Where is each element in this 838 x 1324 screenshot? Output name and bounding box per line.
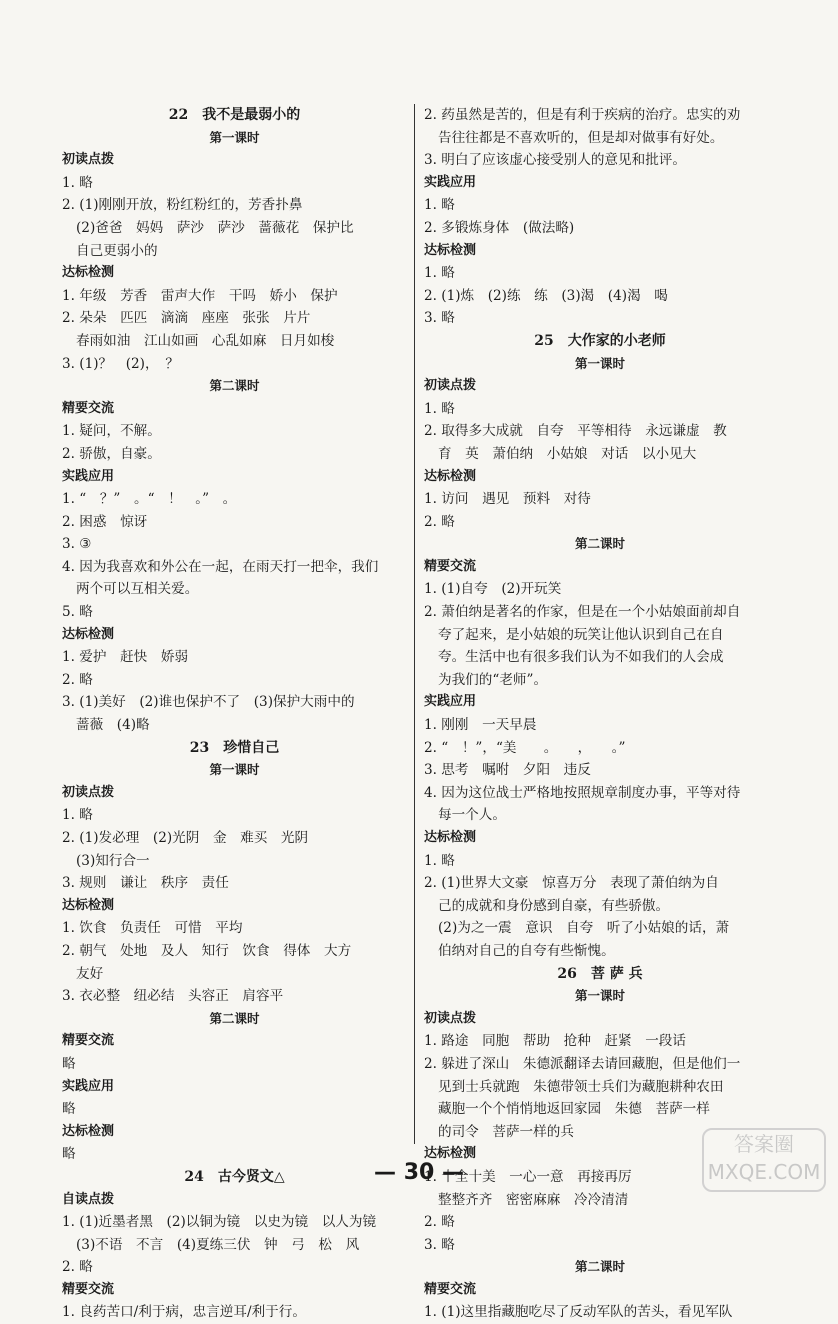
lesson-period: 第二课时: [209, 378, 260, 394]
watermark-logo: 答案圈 MXQE.COM: [702, 1128, 826, 1192]
answer-line: 1. 略: [424, 400, 455, 417]
section-heading: 初读点拨: [424, 378, 477, 394]
answer-line: 4. 因为我喜欢和外公在一起，在雨天打一把伞，我们: [62, 558, 379, 575]
answer-line: 1. 路途 同胞 帮助 抢种 赶紧 一段话: [424, 1033, 686, 1050]
lesson-title: 25 大作家的小老师: [534, 332, 666, 349]
answer-line: 略: [62, 1055, 76, 1072]
answer-line: 2. 略: [62, 671, 93, 688]
answer-line: 2. (1)发必理 (2)光阴 金 难买 光阴: [62, 830, 309, 846]
lesson-period: 第一课时: [209, 762, 260, 778]
section-heading: 自读点拨: [62, 1191, 115, 1207]
answer-line: 1. 十全十美 一心一意 再接再厉: [424, 1168, 632, 1185]
lesson-title: 26 菩 萨 兵: [557, 965, 643, 982]
answer-line-continued: 自己更弱小的: [76, 242, 158, 259]
answer-line-continued: 夸。生活中也有很多我们认为不如我们的人会成: [438, 649, 724, 666]
lesson-period: 第一课时: [574, 988, 625, 1004]
answer-line: 1. 年级 芳香 雷声大作 干吗 娇小 保护: [62, 287, 338, 304]
answer-line: 2. (1)炼 (2)练 练 (3)渴 (4)渴 喝: [424, 287, 668, 304]
section-heading: 精要交流: [424, 1281, 477, 1297]
section-heading: 精要交流: [62, 1281, 115, 1297]
answer-line: 1. (1)这里指藏胞吃尽了反动军队的苦头，看见军队: [424, 1304, 733, 1321]
answer-line-continued: 夸了起来，是小姑娘的玩笑让他认识到自己在自: [438, 626, 724, 643]
answer-line: 2. 困惑 惊讶: [62, 513, 148, 530]
answer-line: 1. 刚刚 一天早晨: [424, 717, 537, 734]
section-heading: 实践应用: [424, 174, 477, 190]
answer-line-continued: 藏胞一个个悄悄地返回家园 朱德 菩萨一样: [438, 1101, 710, 1118]
section-heading: 达标检测: [424, 1146, 477, 1162]
section-heading: 初读点拨: [424, 1010, 477, 1026]
lesson-period: 第二课时: [574, 536, 625, 552]
answer-line-continued: 整整齐齐 密密麻麻 冷冷清清: [438, 1191, 629, 1208]
answer-line-continued: 蔷薇 (4)略: [76, 717, 150, 734]
answer-line: 略: [62, 1101, 76, 1118]
answer-line: 3. 略: [424, 310, 455, 327]
answer-line: 1. 访问 遇见 预料 对待: [424, 491, 591, 508]
left-column: [62, 104, 407, 1324]
section-heading: 精要交流: [62, 1033, 115, 1049]
lesson-period: 第一课时: [574, 355, 625, 371]
answer-line: 1. “ ？” 。“ ！ 。” 。: [62, 491, 237, 508]
section-heading: 达标检测: [424, 468, 477, 484]
answer-line: 2. 略: [424, 1214, 455, 1231]
section-heading: 初读点拨: [62, 784, 115, 800]
answer-line-continued: (3)知行合一: [76, 852, 150, 869]
section-heading: 精要交流: [62, 400, 115, 416]
answer-line: 1. 略: [62, 807, 93, 824]
lesson-period: 第二课时: [574, 1259, 625, 1275]
answer-line: 4. 因为这位战士严格地按照规章制度办事，平等对待: [424, 784, 741, 801]
answer-line: 2. 躲进了深山 朱德派翻译去请回藏胞，但是他们一: [424, 1055, 741, 1072]
answer-line-continued: (2)爸爸 妈妈 萨沙 萨沙 蔷薇花 保护比: [76, 219, 354, 236]
answer-line: 2. (1)世界大文豪 惊喜万分 表现了萧伯纳为自: [424, 875, 719, 892]
answer-line: 2. 取得多大成就 自夸 平等相待 永远谦虚 教: [424, 423, 727, 440]
answer-line-continued: 的司令 菩萨一样的兵: [438, 1123, 574, 1140]
lesson-title: 24 古今贤文△: [184, 1168, 285, 1185]
lesson-period: 第二课时: [209, 1010, 260, 1026]
answer-line-continued: 己的成就和身份感到自豪，有些骄傲。: [438, 897, 670, 914]
section-heading: 达标检测: [62, 626, 115, 642]
section-heading: 达标检测: [424, 830, 477, 845]
answer-line: 1. 略: [424, 197, 455, 214]
answer-line: 2. 多锻炼身体 (做法略): [424, 219, 575, 236]
answer-line: 2. 萧伯纳是著名的作家，但是在一个小姑娘面前却自: [424, 604, 741, 621]
answer-line-continued: 育 英 萧伯纳 小姑娘 对话 以小见大: [438, 445, 697, 462]
answer-line: 1. 良药苦口/利于病，忠言逆耳/利于行。: [62, 1304, 306, 1321]
section-heading: 实践应用: [62, 1078, 115, 1094]
answer-line: 2. “ ！”，“美 。 ， 。”: [424, 739, 626, 756]
answer-line: 3. 规则 谦让 秩序 责任: [62, 875, 229, 892]
answer-line: 3. ③: [62, 536, 92, 553]
section-heading: 实践应用: [424, 694, 477, 710]
answer-line: 3. (1)？ (2)， ？: [62, 355, 179, 372]
answer-line: 1. 略: [62, 174, 93, 191]
answer-line-continued: 两个可以互相关爱。: [76, 581, 199, 598]
answer-line: 1. (1)自夸 (2)开玩笑: [424, 581, 562, 598]
answer-line-continued: 为我们的“老师”。: [438, 671, 548, 688]
answer-line: 1. 爱护 赶快 娇弱: [62, 649, 189, 666]
section-heading: 初读点拨: [62, 152, 115, 168]
answer-line: 3. 明白了应该虚心接受别人的意见和批评。: [424, 152, 686, 169]
answer-line: 1. 疑问，不解。: [62, 423, 161, 440]
answer-line-continued: (3)不语 不言 (4)夏练三伏 钟 弓 松 风: [76, 1236, 360, 1253]
answer-line: 1. 略: [424, 265, 455, 282]
lesson-title: 22 我不是最弱小的: [168, 107, 301, 123]
section-heading: 实践应用: [62, 468, 115, 484]
lesson-title: 23 珍惜自己: [189, 739, 280, 756]
answer-line: 2. 略: [424, 513, 455, 530]
answer-line-continued: 友好: [76, 965, 104, 982]
answer-line-continued: 春雨如油 江山如画 心乱如麻 日月如梭: [76, 332, 335, 349]
lesson-period: 第一课时: [209, 129, 260, 145]
section-heading: 达标检测: [62, 897, 115, 913]
column-divider: [414, 104, 415, 1144]
answer-line: 3. 衣必整 纽必结 头容正 肩容平: [62, 988, 284, 1005]
answer-line: 3. 略: [424, 1236, 455, 1253]
answer-line: 1. 饮食 负责任 可惜 平均: [62, 920, 243, 937]
answer-line: 2. 朝气 处地 及人 知行 饮食 得体 大方: [62, 942, 352, 959]
answer-line: 1. 略: [424, 852, 455, 869]
section-heading: 达标检测: [424, 242, 477, 258]
answer-line-continued: 伯纳对自己的自夸有些惭愧。: [438, 942, 615, 959]
answer-line: 略: [62, 1146, 76, 1163]
page-number: — 30 —: [374, 1160, 464, 1185]
answer-line: 2. 药虽然是苦的，但是有利于疾病的治疗。忠实的劝: [424, 107, 741, 123]
section-heading: 达标检测: [62, 1123, 115, 1139]
answer-line-continued: 告往往都是不喜欢听的，但是却对做事有好处。: [438, 129, 724, 146]
section-heading: 精要交流: [424, 558, 477, 574]
answer-line: 1. (1)近墨者黑 (2)以铜为镜 以史为镜 以人为镜: [62, 1214, 377, 1231]
answer-line: 2. 朵朵 匹匹 滴滴 座座 张张 片片: [62, 310, 311, 327]
answer-line: 3. 思考 嘱咐 夕阳 违反: [424, 762, 591, 779]
answer-line: 2. 略: [62, 1259, 93, 1276]
answer-line: 2. (1)刚刚开放，粉红粉红的，芳香扑鼻: [62, 197, 303, 214]
answer-line: 2. 骄傲，自豪。: [62, 445, 161, 462]
answer-line-continued: 见到士兵就跑 朱德带领士兵们为藏胞耕种农田: [438, 1078, 724, 1095]
answer-line-continued: 每一个人。: [438, 807, 506, 824]
answer-line: 5. 略: [62, 604, 93, 621]
section-heading: 达标检测: [62, 265, 115, 281]
answer-line: 3. (1)美好 (2)谁也保护不了 (3)保护大雨中的: [62, 694, 355, 711]
answer-line-continued: (2)为之一震 意识 自夸 听了小姑娘的话，萧: [438, 920, 730, 937]
